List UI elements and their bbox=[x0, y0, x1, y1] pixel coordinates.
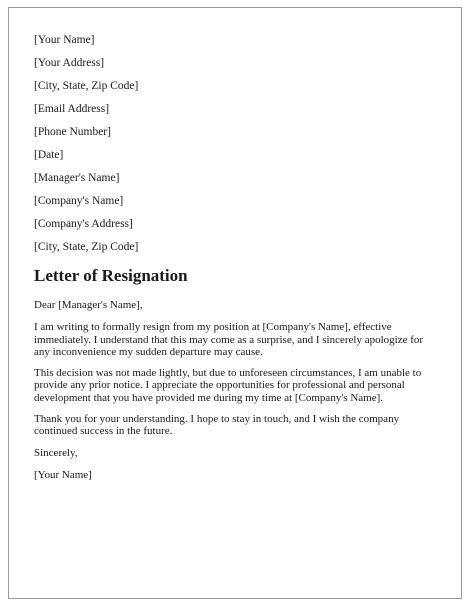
recipient-company-address: [Company's Address] bbox=[34, 218, 133, 230]
address-block bbox=[34, 33, 434, 263]
letter-page bbox=[8, 7, 462, 599]
sender-address: [Your Address] bbox=[34, 57, 105, 69]
letter-body bbox=[34, 299, 434, 490]
letter-title: Letter of Resignation bbox=[34, 266, 188, 285]
sender-email: [Email Address] bbox=[34, 103, 110, 115]
recipient-manager-name: [Manager's Name] bbox=[34, 172, 120, 184]
letter-date: [Date] bbox=[34, 149, 64, 161]
body-paragraph-2: This decision was not made lightly, but due to unforeseen circumstances, I am unable to provide any prior notice. I appreciate the opportunities for professional and personal development that you have provided me during my time at [Company's Name]. bbox=[34, 367, 422, 404]
closing: Sincerely, bbox=[34, 446, 78, 459]
body-paragraph-3: Thank you for your understanding. I hope to stay in touch, and I wish the company continued success in the future. bbox=[34, 413, 400, 438]
sender-name: [Your Name] bbox=[34, 34, 95, 46]
recipient-city-state-zip: [City, State, Zip Code] bbox=[34, 241, 139, 253]
signature-name: [Your Name] bbox=[34, 468, 92, 481]
sender-phone: [Phone Number] bbox=[34, 126, 111, 138]
body-paragraph-1: I am writing to formally resign from my position at [Company's Name], effective immediately. I understand that this may come as a surprise, and I sincerely apologize for any inconvenience my sudden departure may cause. bbox=[34, 321, 424, 358]
sender-city-state-zip: [City, State, Zip Code] bbox=[34, 80, 139, 92]
recipient-company-name: [Company's Name] bbox=[34, 195, 124, 207]
salutation: Dear [Manager's Name], bbox=[34, 299, 143, 311]
